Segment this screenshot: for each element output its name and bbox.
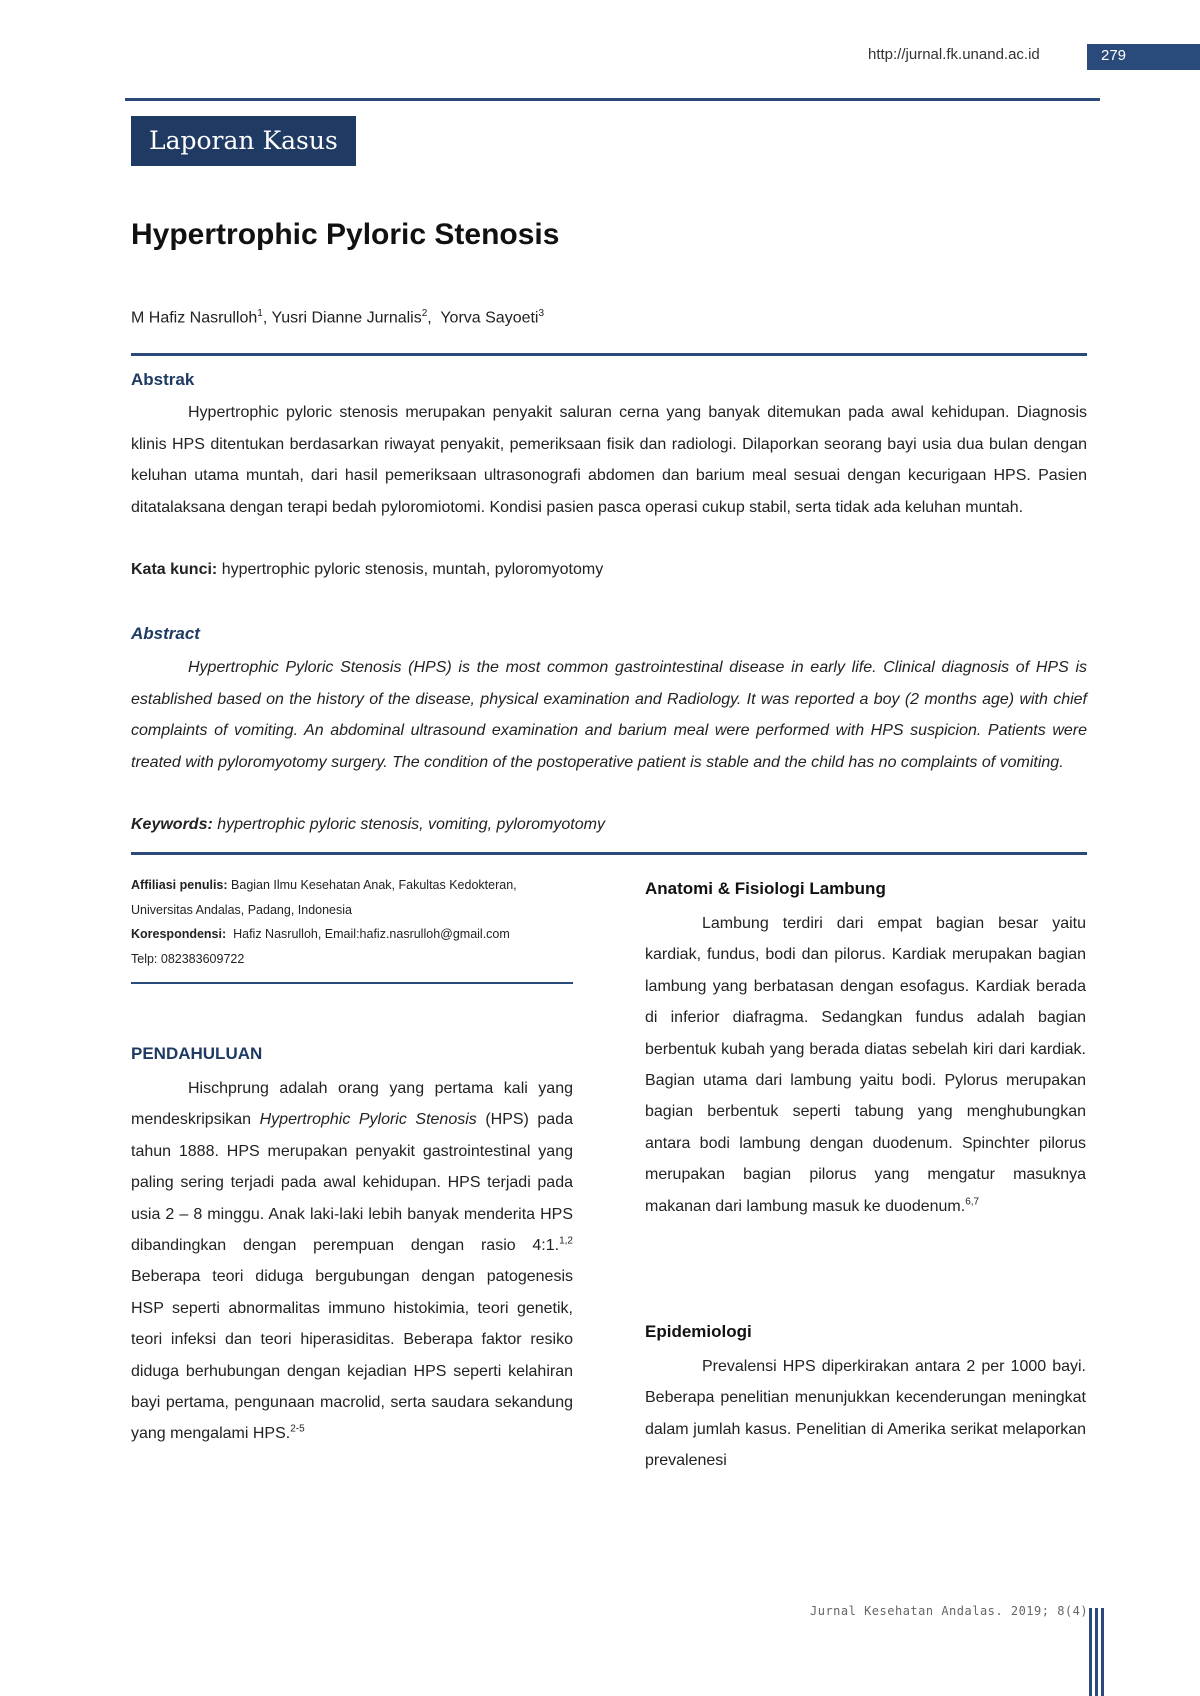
abstract-body: Hypertrophic Pyloric Stenosis (HPS) is the most common gastrointestinal disease in early life. Clinical diagnosis of HPS is established based on the history of the disease, physical examination and Radiology. It was reported a boy (2 months age) with chief complaints of vomiting. An abdominal ultrasound examination and barium meal were performed with HPS suspicion. Patients were treated with pyloromyotomy surgery. The condition of the postoperative patient is stable and the child has no complaints of vomiting. xyxy=(131,659,1087,771)
author-name: M Hafiz Nasrulloh xyxy=(131,309,258,327)
pendahuluan-text: (HPS) pada tahun 1888. HPS merupakan penyakit gastrointestinal yang paling sering terjadi pada awal kehidupan. HPS terjadi pada usia 2 – 8 minggu. Anak laki-laki lebih banyak menderita HPS dibandingkan dengan perempuan dengan rasio 4:1. xyxy=(131,1111,573,1255)
pendahuluan-text: Hischprung adalah orang yang pertama kali yang mendeskripsikan xyxy=(131,1080,573,1129)
divider xyxy=(131,353,1087,356)
footer-bar xyxy=(1089,1608,1092,1696)
epidemiologi-heading: Epidemiologi xyxy=(645,1322,752,1341)
pendahuluan-body xyxy=(131,1073,573,1450)
affiliation-block xyxy=(131,873,573,971)
footer-bar xyxy=(1095,1608,1098,1696)
article-title: Hypertrophic Pyloric Stenosis xyxy=(131,218,560,251)
footer-bar xyxy=(1101,1608,1104,1696)
anatomi-text: Lambung terdiri dari empat bagian besar yaitu kardiak, fundus, bodi dan pilorus. Kardiak merupakan bagian lambung yang berbatasan dengan esofagus. Kardiak berada di inferior diafragma. Sedangkan fundus adalah bagian berbentuk kubah yang berada diatas sebelah kiri dari kardiak. Bagian utama dari lambung yaitu bodi. Pylorus merupakan bagian berbentuk seperti tabung yang menghubungkan antara bodi lambung dengan duodenum. Spinchter pilorus merupakan bagian pilorus yang mengatur masuknya makanan dari lambung masuk ke duodenum. xyxy=(645,915,1086,1215)
pendahuluan-italic-term: Hypertrophic Pyloric Stenosis xyxy=(259,1111,477,1129)
correspondence-line xyxy=(131,922,573,947)
affiliation-text: Bagian Ilmu Kesehatan Anak, Fakultas Kedokteran, Universitas Andalas, Padang, Indonesia xyxy=(131,878,517,917)
abstrak-heading: Abstrak xyxy=(131,370,195,389)
epidemiologi-body: Prevalensi HPS diperkirakan antara 2 per 1000 bayi. Beberapa penelitian menunjukkan kecenderungan meningkat dalam jumlah kasus. Penelitian di Amerika serikat melaporkan prevalenesi xyxy=(645,1358,1086,1470)
phone-line: Telp: 082383609722 xyxy=(131,951,245,966)
abstract-keywords xyxy=(131,809,1087,841)
author-affiliation-mark: 3 xyxy=(538,308,545,319)
author-name: Yorva Sayoeti xyxy=(440,309,539,327)
section-label: Laporan Kasus xyxy=(131,116,356,166)
journal-citation: Jurnal Kesehatan Andalas. 2019; 8(4) xyxy=(810,1604,1089,1618)
author-name: Yusri Dianne Jurnalis xyxy=(271,309,422,327)
abstrak-keywords xyxy=(131,554,1087,586)
author-affiliation-mark: 2 xyxy=(421,308,428,319)
author-affiliation-mark: 1 xyxy=(257,308,263,319)
citation-ref: 6,7 xyxy=(965,1196,980,1208)
affiliation-line xyxy=(131,873,573,922)
correspondence-label: Korespondensi: xyxy=(131,927,227,941)
keywords-label: Keywords: xyxy=(131,816,213,833)
affiliation-label: Affiliasi penulis: xyxy=(131,878,228,892)
anatomi-body xyxy=(645,908,1086,1222)
author-list: M Hafiz Nasrulloh$^1$, Yusri Dianne Jurnalis$^2$, Yorva Sayoeti$^3$ xyxy=(131,308,545,327)
divider xyxy=(131,852,1087,855)
journal-url[interactable]: http://jurnal.fk.unand.ac.id xyxy=(868,46,1040,63)
citation-ref: 2-5 xyxy=(290,1424,305,1436)
anatomi-heading: Anatomi & Fisiologi Lambung xyxy=(645,879,886,898)
citation-ref: 1,2 xyxy=(559,1235,573,1247)
keywords-text: hypertrophic pyloric stenosis, vomiting, pyloromyotomy xyxy=(217,816,605,833)
keywords-label: Kata kunci: xyxy=(131,561,218,578)
keywords-text: hypertrophic pyloric stenosis, muntah, pyloromyotomy xyxy=(221,561,604,578)
pendahuluan-text: Beberapa teori diduga bergubungan dengan patogenesis HSP seperti abnormalitas immuno histokimia, teori genetik, teori infeksi dan teori hiperasiditas. Beberapa faktor resiko diduga berhubungan dengan kejadian HPS seperti kelahiran bayi pertama, pengunaan macrolid, serta saudara sekandung yang mengalami HPS. xyxy=(131,1268,573,1443)
abstrak-body: Hypertrophic pyloric stenosis merupakan penyakit saluran cerna yang banyak ditemukan pada awal kehidupan. Diagnosis klinis HPS ditentukan berdasarkan riwayat penyakit, pemeriksaan fisik dan radiologi. Dilaporkan seorang bayi usia dua bulan dengan keluhan utama muntah, dari hasil pemeriksaan ultrasonografi abdomen dan barium meal sesuai dengan kecurigaan HPS. Pasien ditatalaksana dengan terapi bedah pyloromiotomi. Kondisi pasien pasca operasi cukup stabil, serta tidak ada keluhan muntah. xyxy=(131,404,1087,516)
correspondence-text: Hafiz Nasrulloh, Email:hafiz.nasrulloh@gmail.com xyxy=(233,927,510,941)
abstract-heading: Abstract xyxy=(131,624,200,643)
divider xyxy=(131,982,573,984)
pendahuluan-heading: PENDAHULUAN xyxy=(131,1044,263,1063)
header-rule xyxy=(125,98,1100,101)
page-number: 279 xyxy=(1101,47,1127,64)
